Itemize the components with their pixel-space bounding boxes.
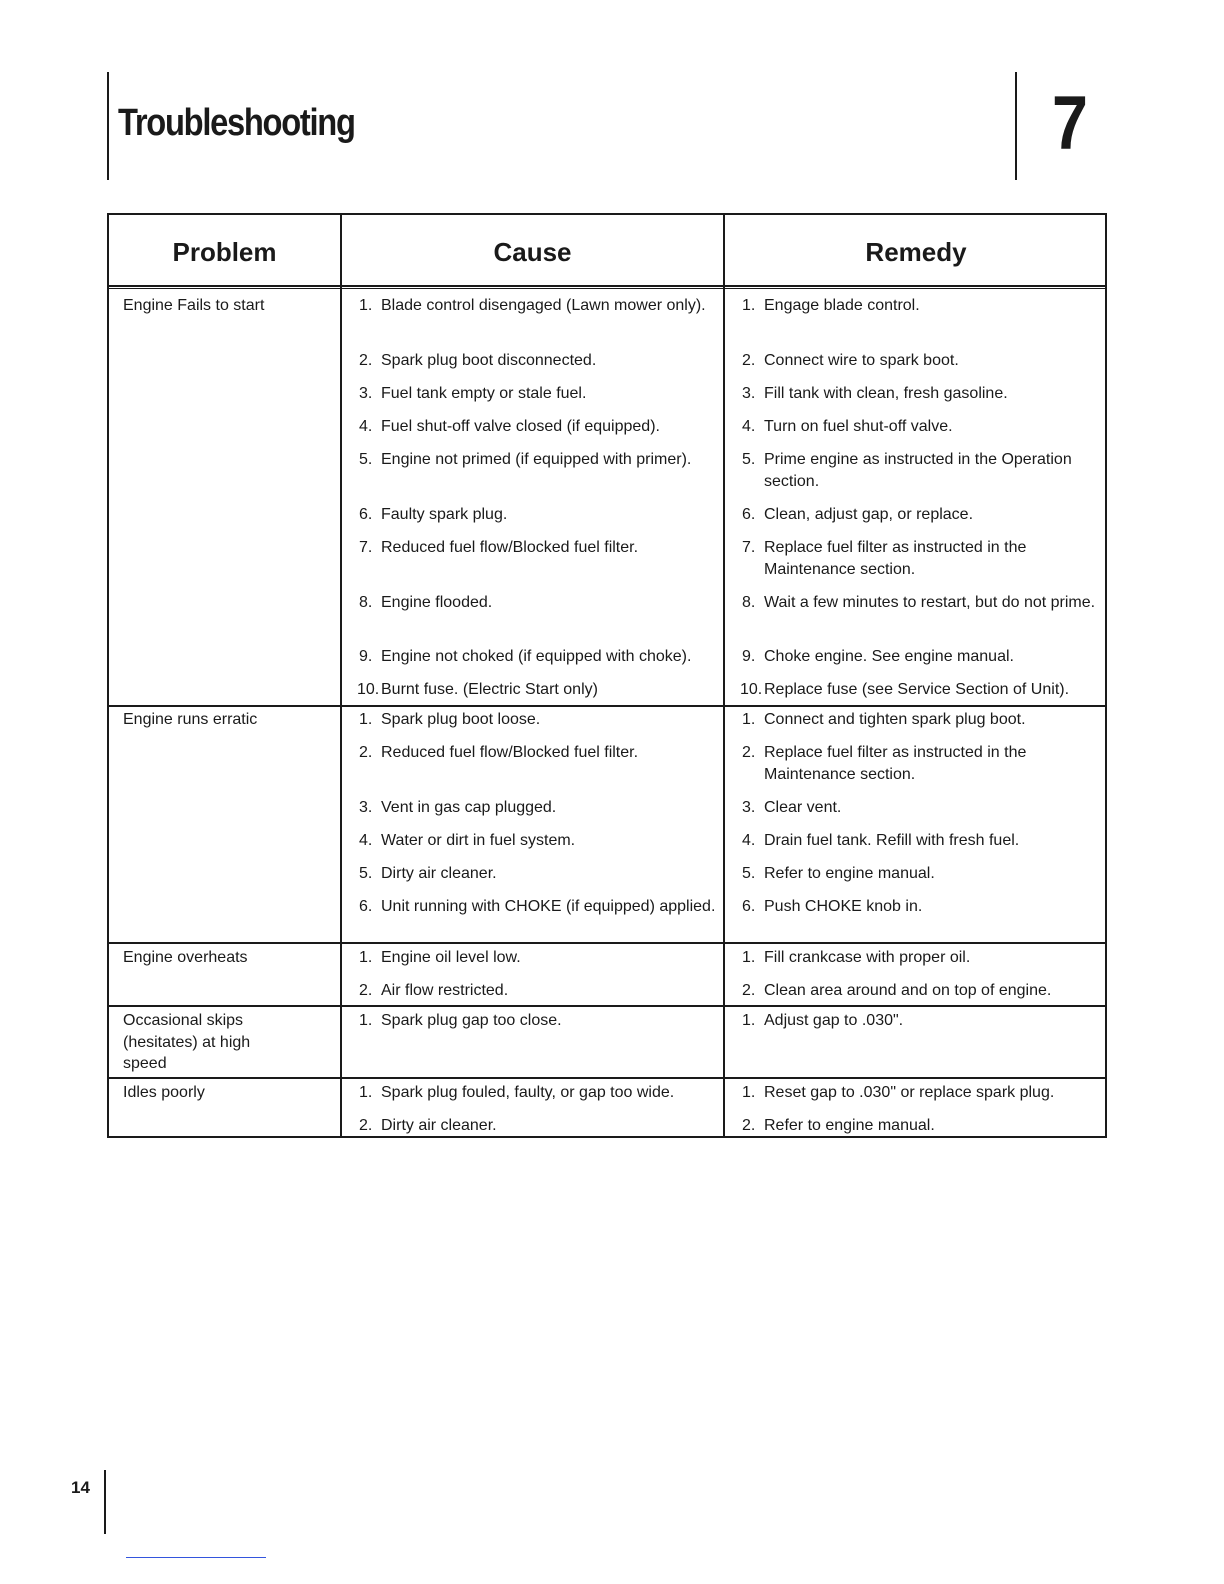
cause-item <box>359 896 721 918</box>
item-number: 6. <box>359 506 373 523</box>
item-number: 1. <box>742 1084 756 1101</box>
item-number: 2. <box>359 744 373 761</box>
cause-text: Fuel shut-off valve closed (if equipped). <box>381 418 660 435</box>
cause-text: Engine oil level low. <box>381 949 521 966</box>
item-number: 6. <box>359 898 373 915</box>
item-number: 4. <box>359 832 373 849</box>
remedy-text: Push CHOKE knob in. <box>764 898 923 915</box>
cause-item <box>359 980 721 1002</box>
troubleshooting-table <box>107 213 1107 1138</box>
cause-item <box>359 537 721 559</box>
header-remedy: Remedy <box>865 237 967 267</box>
item-number: 1. <box>742 297 756 314</box>
problem-cell: Idles poorly <box>123 1084 205 1101</box>
cause-item <box>359 383 721 405</box>
cause-item <box>359 504 721 526</box>
item-number: 1. <box>742 711 756 728</box>
remedy-item <box>742 1010 1102 1032</box>
remedy-text: Refer to engine manual. <box>764 1117 935 1134</box>
cause-text: Engine flooded. <box>381 594 493 611</box>
remedy-item <box>740 679 1100 701</box>
remedy-item <box>742 709 1102 731</box>
item-number: 3. <box>359 385 373 402</box>
remedy-text: Clear vent. <box>764 799 842 816</box>
chapter-number: 7 <box>1052 81 1088 166</box>
header-divider-secondary <box>109 288 1105 289</box>
cause-text: Spark plug fouled, faulty, or gap too wide. <box>381 1084 675 1101</box>
remedy-text: Engage blade control. <box>764 297 920 314</box>
item-number: 3. <box>359 799 373 816</box>
cause-text: Vent in gas cap plugged. <box>381 799 557 816</box>
item-number: 2. <box>359 1117 373 1134</box>
footer-link-underline[interactable] <box>126 1557 266 1558</box>
item-number: 5. <box>359 451 373 468</box>
cause-text: Fuel tank empty or stale fuel. <box>381 385 587 402</box>
item-number: 3. <box>742 799 756 816</box>
remedy-text: Connect and tighten spark plug boot. <box>764 711 1026 728</box>
cause-text: Blade control disengaged (Lawn mower only). <box>381 297 706 314</box>
page-number: 14 <box>71 1478 90 1497</box>
remedy-text: Replace fuse (see Service Section of Unit). <box>764 681 1070 698</box>
cause-text: Engine not primed (if equipped with primer). <box>381 451 692 468</box>
column-divider-1 <box>340 215 342 1136</box>
cause-item <box>359 709 721 731</box>
remedy-item <box>742 896 1102 918</box>
item-number: 4. <box>359 418 373 435</box>
remedy-item <box>742 504 1102 526</box>
remedy-item <box>742 295 1102 317</box>
remedy-text: Fill tank with clean, fresh gasoline. <box>764 385 1008 402</box>
remedy-item <box>742 449 1102 492</box>
cause-item <box>359 1082 721 1104</box>
cause-item <box>359 295 721 317</box>
cause-item <box>359 1010 721 1032</box>
page-title: Troubleshooting <box>118 102 355 144</box>
remedy-item <box>742 646 1102 668</box>
remedy-item <box>742 350 1102 372</box>
item-number: 8. <box>359 594 373 611</box>
remedy-text: Replace fuel filter as instructed in the Maintenance section. <box>764 744 1027 783</box>
cause-item <box>357 679 719 701</box>
cause-item <box>359 592 721 614</box>
item-number: 7. <box>742 539 756 556</box>
item-number: 8. <box>742 594 756 611</box>
item-number: 3. <box>742 385 756 402</box>
column-divider-2 <box>723 215 725 1136</box>
item-number: 5. <box>742 865 756 882</box>
remedy-item <box>742 537 1102 580</box>
remedy-text: Choke engine. See engine manual. <box>764 648 1014 665</box>
cause-item <box>359 1115 721 1137</box>
problem-cell: Engine Fails to start <box>123 297 265 314</box>
row-divider <box>109 1077 1105 1079</box>
item-number: 1. <box>359 711 373 728</box>
page-number-rule <box>104 1470 106 1534</box>
remedy-item <box>742 830 1102 852</box>
item-number: 7. <box>359 539 373 556</box>
cause-text: Dirty air cleaner. <box>381 865 497 882</box>
item-number: 2. <box>359 982 373 999</box>
remedy-text: Refer to engine manual. <box>764 865 935 882</box>
item-number: 2. <box>742 982 756 999</box>
item-number: 1. <box>742 949 756 966</box>
header-problem: Problem <box>172 237 277 267</box>
cause-text: Engine not choked (if equipped with choke). <box>381 648 692 665</box>
remedy-text: Reset gap to .030" or replace spark plug. <box>764 1084 1055 1101</box>
remedy-text: Replace fuel filter as instructed in the Maintenance section. <box>764 539 1027 578</box>
header-divider <box>109 285 1105 287</box>
remedy-item <box>742 947 1102 969</box>
remedy-text: Adjust gap to .030". <box>764 1012 904 1029</box>
cause-text: Water or dirt in fuel system. <box>381 832 576 849</box>
chapter-rule <box>1015 72 1017 180</box>
item-number: 9. <box>359 648 373 665</box>
remedy-item <box>742 797 1102 819</box>
item-number: 10. <box>357 681 380 698</box>
item-number: 1. <box>359 1012 373 1029</box>
item-number: 10. <box>740 681 763 698</box>
item-number: 1. <box>359 949 373 966</box>
row-divider <box>109 1005 1105 1007</box>
item-number: 5. <box>359 865 373 882</box>
remedy-item <box>742 592 1102 614</box>
cause-item <box>359 646 721 668</box>
cause-item <box>359 350 721 372</box>
cause-text: Dirty air cleaner. <box>381 1117 497 1134</box>
problem-cell: Engine runs erratic <box>123 711 258 728</box>
remedy-text: Connect wire to spark boot. <box>764 352 959 369</box>
item-number: 2. <box>742 744 756 761</box>
row-divider <box>109 705 1105 707</box>
cause-text: Spark plug boot loose. <box>381 711 541 728</box>
remedy-item <box>742 1082 1102 1104</box>
problem-cell: Occasional skips (hesitates) at high speed <box>123 1012 251 1072</box>
cause-item <box>359 449 721 471</box>
remedy-text: Clean, adjust gap, or replace. <box>764 506 974 523</box>
cause-text: Spark plug boot disconnected. <box>381 352 597 369</box>
row-divider <box>109 942 1105 944</box>
item-number: 1. <box>359 297 373 314</box>
remedy-item <box>742 980 1102 1002</box>
cause-item <box>359 947 721 969</box>
cause-text: Burnt fuse. (Electric Start only) <box>381 681 598 698</box>
item-number: 2. <box>742 1117 756 1134</box>
cause-item <box>359 863 721 885</box>
cause-text: Reduced fuel flow/Blocked fuel filter. <box>381 539 639 556</box>
item-number: 1. <box>742 1012 756 1029</box>
remedy-item <box>742 383 1102 405</box>
item-number: 4. <box>742 418 756 435</box>
item-number: 4. <box>742 832 756 849</box>
header-cause: Cause <box>493 237 572 267</box>
cause-item <box>359 797 721 819</box>
remedy-text: Turn on fuel shut-off valve. <box>764 418 953 435</box>
item-number: 1. <box>359 1084 373 1101</box>
cause-item <box>359 416 721 438</box>
cause-text: Reduced fuel flow/Blocked fuel filter. <box>381 744 639 761</box>
remedy-item <box>742 863 1102 885</box>
cause-item <box>359 830 721 852</box>
remedy-text: Clean area around and on top of engine. <box>764 982 1052 999</box>
item-number: 5. <box>742 451 756 468</box>
remedy-text: Prime engine as instructed in the Operation section. <box>764 451 1072 490</box>
title-rule <box>107 72 109 180</box>
item-number: 6. <box>742 506 756 523</box>
item-number: 9. <box>742 648 756 665</box>
cause-text: Spark plug gap too close. <box>381 1012 562 1029</box>
problem-cell: Engine overheats <box>123 949 248 966</box>
remedy-text: Drain fuel tank. Refill with fresh fuel. <box>764 832 1020 849</box>
item-number: 2. <box>359 352 373 369</box>
remedy-text: Fill crankcase with proper oil. <box>764 949 971 966</box>
cause-text: Air flow restricted. <box>381 982 509 999</box>
remedy-item <box>742 1115 1102 1137</box>
remedy-item <box>742 742 1102 785</box>
cause-item <box>359 742 721 764</box>
item-number: 2. <box>742 352 756 369</box>
remedy-text: Wait a few minutes to restart, but do not prime. <box>764 594 1096 611</box>
cause-text: Faulty spark plug. <box>381 506 508 523</box>
cause-text: Unit running with CHOKE (if equipped) applied. <box>381 898 716 915</box>
remedy-item <box>742 416 1102 438</box>
item-number: 6. <box>742 898 756 915</box>
